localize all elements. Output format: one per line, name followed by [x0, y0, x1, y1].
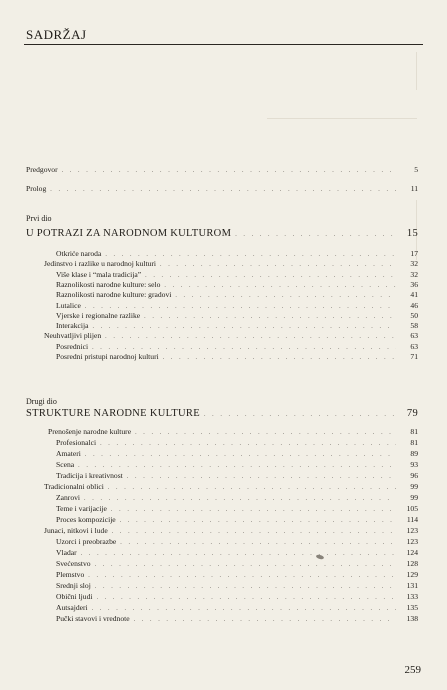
part-title: U POTRAZI ZA NARODNOM KULTUROM — [26, 228, 232, 239]
toc-entry-label: Raznolikosti narodne kulture: gradovi — [56, 290, 172, 300]
part-heading[interactable] — [26, 408, 418, 421]
toc-entry-label: Interakcija — [56, 321, 89, 331]
part-page: 79 — [406, 408, 418, 419]
part-label: Prvi dio — [26, 214, 52, 223]
toc-entry-label: Proces kompozicije — [56, 515, 116, 524]
part-page: 15 — [406, 228, 418, 239]
toc-entry[interactable] — [26, 165, 418, 176]
toc-entry-page: 32 — [410, 259, 418, 269]
part-title: STRUKTURE NARODNE KULTURE — [26, 408, 200, 419]
leader-dots — [204, 409, 396, 421]
leader-dots — [235, 229, 396, 241]
toc-entry[interactable] — [56, 603, 418, 614]
toc-entry-label: Teme i varijacije — [56, 504, 107, 513]
toc-entry-page: 99 — [410, 493, 418, 502]
toc-entry-label: Uzorci i preobrazbe — [56, 537, 117, 546]
toc-entry-page: 50 — [410, 310, 418, 320]
toc-entry-label: Tradicionalni oblici — [44, 482, 104, 491]
toc-entry-page: 135 — [406, 603, 418, 612]
header-divider — [24, 44, 423, 45]
toc-entry-label: Svećenstvo — [56, 559, 91, 568]
leader-dots — [50, 185, 396, 195]
toc-entry[interactable] — [56, 352, 418, 363]
leader-dots — [100, 439, 396, 449]
leader-dots — [120, 538, 396, 548]
toc-entry-label: Neuhvatljivi plijen — [44, 331, 102, 341]
toc-entry[interactable] — [56, 592, 418, 603]
toc-entry[interactable] — [56, 570, 418, 581]
toc-entry-page: 99 — [410, 482, 418, 491]
toc-entry-page: 96 — [410, 471, 418, 480]
toc-entry[interactable] — [56, 471, 418, 482]
toc-entry-page: 89 — [410, 449, 418, 458]
toc-entry-label: Jedinstvo i razlike u narodnoj kulturi — [44, 259, 156, 269]
part-label: Drugi dio — [26, 397, 57, 406]
toc-entry-page: 129 — [406, 570, 418, 579]
toc-entry-page: 114 — [406, 515, 418, 524]
leader-dots — [111, 505, 396, 515]
toc-entry-page: 128 — [406, 559, 418, 568]
leader-dots — [81, 549, 396, 559]
toc-entry-label: Profesionalci — [56, 438, 97, 447]
toc-entry-page: 41 — [410, 290, 418, 300]
toc-entry-label: Otkriće naroda — [56, 249, 102, 258]
toc-entry-label: Posredni pristupi narodnoj kulturi — [56, 352, 159, 361]
toc-entry-page: 123 — [406, 526, 418, 535]
leader-dots — [85, 450, 396, 460]
toc-entry-page: 17 — [410, 249, 418, 258]
leader-dots — [62, 166, 396, 176]
toc-entry[interactable] — [44, 526, 418, 537]
toc-entry-page: 58 — [410, 321, 418, 331]
toc-entry[interactable] — [56, 537, 418, 548]
toc-entry-label: Obični ljudi — [56, 592, 93, 601]
toc-entry-page: 36 — [410, 279, 418, 289]
toc-entry-label: Prolog — [26, 184, 47, 193]
leader-dots — [120, 516, 396, 526]
toc-entry-page: 11 — [410, 184, 418, 193]
toc-entry-label: Scena — [56, 460, 75, 469]
toc-entry-page: 93 — [410, 460, 418, 469]
toc-entry-page: 71 — [410, 352, 418, 361]
toc-entry-label: Srednji sloj — [56, 581, 91, 590]
toc-entry-page: 131 — [406, 581, 418, 590]
toc-entry-label: Tradicija i kreativnost — [56, 471, 123, 480]
leader-dots — [127, 472, 396, 482]
toc-entry-label: Više klase i “mala tradicija” — [56, 269, 142, 279]
toc-entry-label: Vjerske i regionalne razlike — [56, 310, 141, 320]
toc-entry-label: Posrednici — [56, 341, 89, 351]
toc-entry-label: Pučki stavovi i vrednote — [56, 614, 130, 623]
toc-entry-label: Plemstvo — [56, 570, 85, 579]
toc-entry-page: 124 — [406, 548, 418, 557]
toc-entry[interactable] — [56, 438, 418, 449]
toc-entry-page: 32 — [410, 269, 418, 279]
page-title: SADRŽAJ — [26, 27, 87, 42]
toc-entry[interactable] — [56, 581, 418, 592]
leader-dots — [112, 527, 396, 537]
toc-entry[interactable] — [48, 427, 418, 438]
toc-entry-page: 81 — [410, 438, 418, 447]
leader-dots — [78, 461, 396, 471]
leader-dots — [135, 428, 396, 438]
toc-entry-label: Autsajderi — [56, 603, 88, 612]
toc-entry[interactable] — [56, 548, 418, 559]
toc-entry[interactable] — [56, 614, 418, 625]
leader-dots — [92, 604, 396, 614]
toc-entry-label: Raznolikosti narodne kulture: selo — [56, 279, 161, 289]
toc-entry-page: 5 — [414, 165, 418, 174]
toc-entry[interactable] — [56, 515, 418, 526]
toc-entry[interactable] — [56, 559, 418, 570]
toc-entry-page: 63 — [410, 331, 418, 341]
toc-entry[interactable] — [44, 482, 418, 493]
part-heading[interactable] — [26, 228, 418, 241]
toc-entry-page: 46 — [410, 300, 418, 310]
toc-entry-label: Predgovor — [26, 165, 58, 174]
toc-entry-label: Prenošenje narodne kulture — [48, 427, 132, 436]
leader-dots — [134, 615, 396, 625]
toc-entry-page: 81 — [410, 427, 418, 436]
toc-entry[interactable] — [56, 449, 418, 460]
toc-entry-page: 133 — [406, 592, 418, 601]
leader-dots — [95, 560, 396, 570]
toc-entry[interactable] — [26, 184, 418, 195]
toc-entry[interactable] — [56, 504, 418, 515]
page-number: 259 — [404, 664, 421, 676]
toc-entry-label: Amateri — [56, 449, 81, 458]
toc-entry-label: Zanrovi — [56, 493, 81, 502]
toc-entry-label: Junaci, nitkovi i lude — [44, 526, 108, 535]
leader-dots — [95, 582, 396, 592]
leader-dots — [163, 353, 396, 363]
leader-dots — [108, 483, 396, 493]
toc-entry[interactable] — [56, 493, 418, 504]
toc-entry-label: Vladar — [56, 548, 77, 557]
toc-entry-page: 105 — [406, 504, 418, 513]
toc-entry-page: 138 — [406, 614, 418, 623]
leader-dots — [88, 571, 396, 581]
leader-dots — [97, 593, 397, 603]
toc-entry-page: 63 — [410, 341, 418, 351]
toc-entry-page: 123 — [406, 537, 418, 546]
leader-dots — [84, 494, 396, 504]
toc-entry[interactable] — [56, 460, 418, 471]
toc-entry-label: Lutalice — [56, 300, 81, 310]
